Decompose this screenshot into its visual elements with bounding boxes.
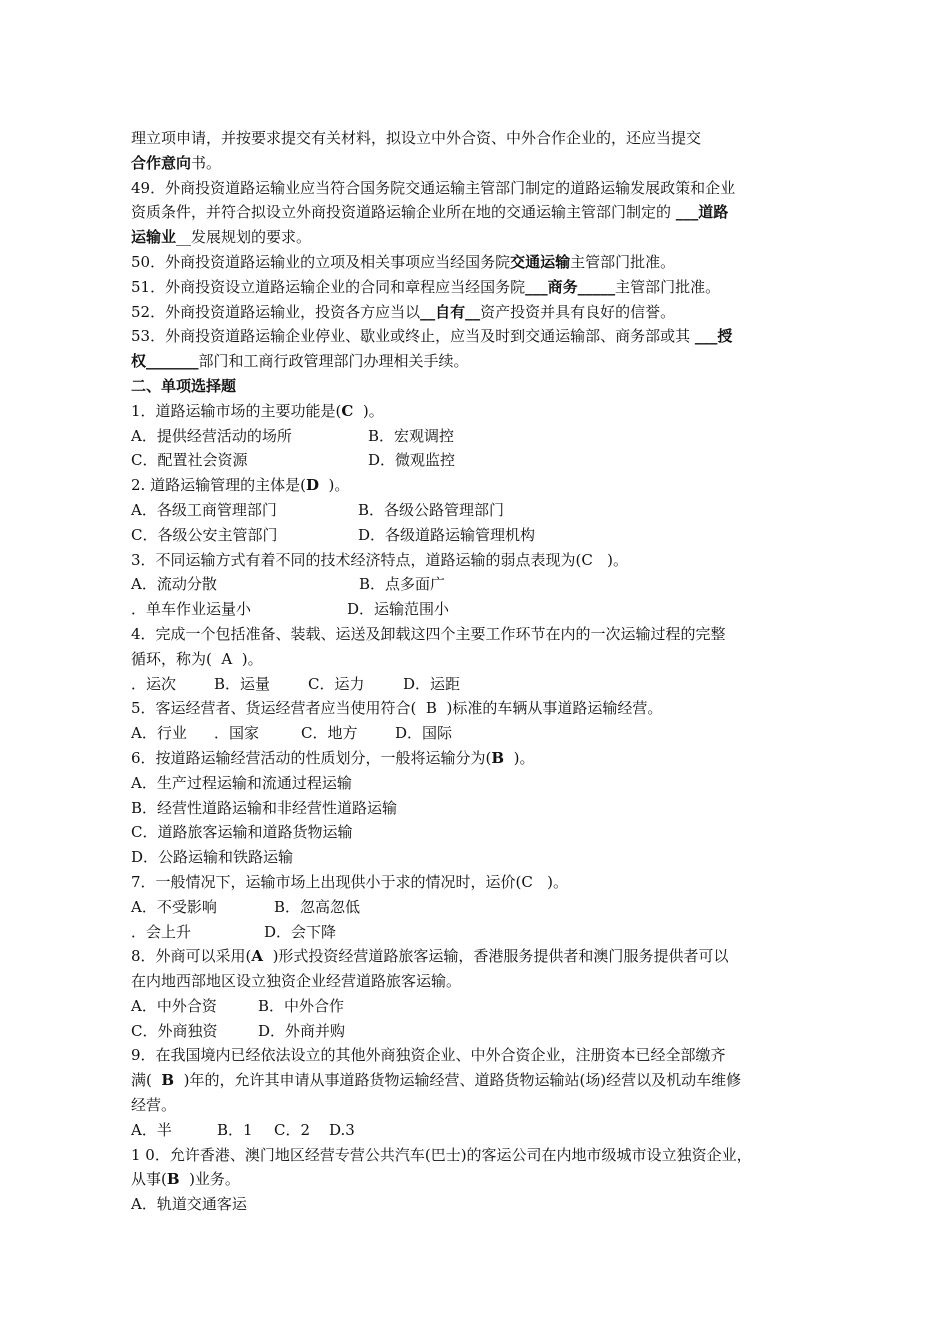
answer-text: 合作意向	[131, 153, 192, 172]
answer-text: B	[166, 1170, 180, 1189]
item-53: 53．外商投资道路运输企业停业、歇业或终止，应当及时到交通运输部、商务部或其 ___授	[131, 327, 733, 346]
options-row: A．流动分散 B．点多面广	[131, 575, 446, 594]
answer-text: 权_______	[131, 352, 199, 371]
question-8: 8．外商可以采用(A )形式投资经营道路旅客运输，香港服务提供者和澳门服务提供者可以	[131, 947, 729, 966]
answer-text: ___商务_____	[525, 277, 616, 296]
question-6: 6．按道路运输经营活动的性质划分，一般将运输分为(B )。	[131, 748, 535, 767]
answer-text: __自有__	[420, 302, 481, 321]
option-line: D．公路运输和铁路运输	[131, 848, 294, 867]
option-line: A．轨道交通客运	[131, 1195, 247, 1214]
question-3: 3．不同运输方式有着不同的技术经济特点，道路运输的弱点表现为(C )。	[131, 550, 629, 569]
section-heading: 二、单项选择题	[131, 376, 237, 395]
text-line: 运输业__发展规划的要求。	[131, 228, 312, 247]
question-2: 2. 道路运输管理的主体是(D )。	[131, 476, 350, 495]
options-row: ．运次 B．运量 C．运力 D．运距	[131, 674, 461, 693]
text-line: 在内地西部地区设立独资企业经营道路旅客运输。	[131, 972, 462, 991]
question-4: 4．完成一个包括准备、装载、运送及卸载这四个主要工作环节在内的一次运输过程的完整	[131, 624, 726, 643]
options-row: ．单车作业运量小 D．运输范围小	[131, 600, 450, 619]
answer-text: ___道路	[675, 203, 729, 222]
option-line: B．经营性道路运输和非经营性道路运输	[131, 798, 398, 817]
answer-text: ___授	[694, 327, 733, 346]
options-row: A．各级工商管理部门 B．各级公路管理部门	[131, 500, 505, 519]
text-line: 经营。	[131, 1096, 177, 1115]
answer-text: B	[161, 1071, 175, 1090]
options-row: A．提供经营活动的场所 B．宏观调控	[131, 426, 455, 445]
text-line: 合作意向书。	[131, 153, 222, 172]
answer-text: D	[305, 476, 319, 495]
answer-text: A	[251, 947, 264, 966]
option-line: A．生产过程运输和流通过程运输	[131, 773, 352, 792]
text-line: 权_______部门和工商行政管理部门办理相关手续。	[131, 352, 469, 371]
answer-text: B	[491, 748, 505, 767]
text-line: 循环，称为( A )。	[131, 649, 263, 668]
text-line: 满( B )年的，允许其申请从事道路货物运输经营、道路货物运输站(场)经营以及机动车维修	[131, 1071, 742, 1090]
question-1: 1．道路运输市场的主要功能是(C )。	[131, 401, 384, 420]
text-line: 资质条件，并符合拟设立外商投资道路运输企业所在地的交通运输主管部门制定的 ___道路	[131, 203, 729, 222]
answer-text: 运输业	[131, 228, 177, 247]
item-50: 50．外商投资道路运输业的立项及相关事项应当经国务院交通运输主管部门批准。	[131, 252, 676, 271]
item-49: 49．外商投资道路运输业应当符合国务院交通运输主管部门制定的道路运输发展政策和企业	[131, 178, 736, 197]
question-10: 1 0．允许香港、澳门地区经营专营公共汽车(巴士)的客运公司在内地市级城市设立独资企业，	[131, 1145, 752, 1164]
options-row: C．各级公安主管部门 D．各级道路运输管理机构	[131, 525, 536, 544]
options-row: C．配置社会资源 D．微观监控	[131, 451, 456, 470]
answer-text: 交通运输	[510, 252, 571, 271]
options-row: A．半 B．1 C．2 D.3	[131, 1120, 355, 1139]
item-51: 51．外商投资设立道路运输企业的合同和章程应当经国务院___商务_____主管部门批准。	[131, 277, 721, 296]
question-7: 7．一般情况下，运输市场上出现供小于求的情况时，运价(C )。	[131, 872, 569, 891]
options-row: A．行业 ．国家 C．地方 D．国际	[131, 724, 453, 743]
options-row: C．外商独资 D．外商并购	[131, 1021, 346, 1040]
options-row: A．中外合资 B．中外合作	[131, 996, 345, 1015]
text-line: 从事(B )业务。	[131, 1170, 240, 1189]
answer-text: C	[341, 401, 354, 420]
option-line: C．道路旅客运输和道路货物运输	[131, 823, 353, 842]
question-5: 5．客运经营者、货运经营者应当使用符合( B )标准的车辆从事道路运输经营。	[131, 699, 663, 718]
question-9: 9．在我国境内已经依法设立的其他外商独资企业、中外合资企业，注册资本已经全部缴齐	[131, 1046, 726, 1065]
item-52: 52．外商投资道路运输业，投资各方应当以__自有__资产投资并具有良好的信誉。	[131, 302, 676, 321]
document-body	[131, 126, 821, 1217]
text-line: 理立项申请，并按要求提交有关材料，拟设立中外合资、中外合作企业的，还应当提交	[131, 129, 702, 147]
options-row: ．会上升 D．会下降	[131, 922, 337, 941]
options-row: A．不受影响 B．忽高忽低	[131, 897, 361, 916]
